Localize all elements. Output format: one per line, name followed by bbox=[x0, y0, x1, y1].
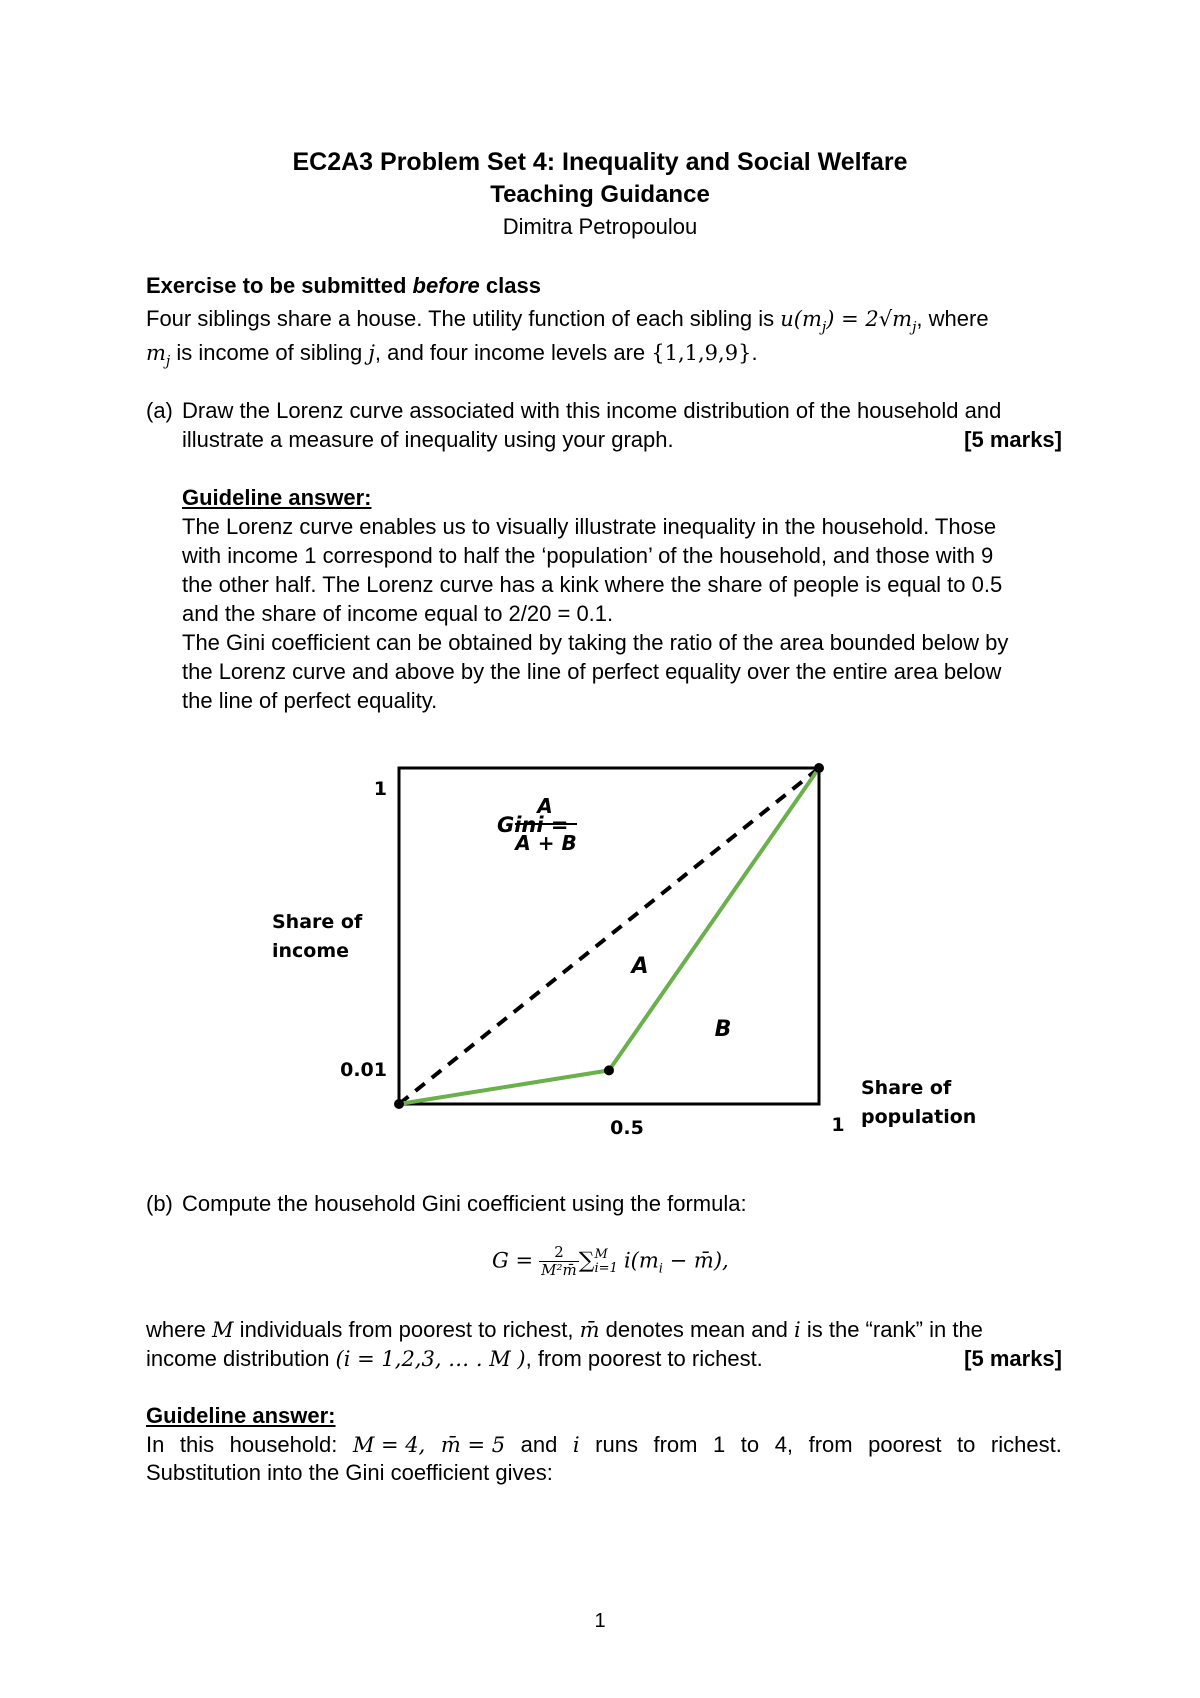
lorenz-point bbox=[604, 1065, 614, 1075]
part-b-answer-line-2: Substitution into the Gini coefficient gives: bbox=[146, 1460, 553, 1485]
area-label-a: A bbox=[631, 954, 649, 979]
x-tick-label: 1 bbox=[831, 1114, 845, 1136]
part-b-question-line-1: (b) Compute the household Gini coefficient using the formula: bbox=[146, 1191, 747, 1216]
lorenz-point bbox=[394, 1099, 404, 1109]
part-a-guideline-heading: Guideline answer: bbox=[182, 485, 372, 510]
part-b-guideline-heading: Guideline answer: bbox=[146, 1403, 336, 1428]
gini-formula: G = $\frac{2}{\text{M²m̄}}$ ∑ M i=1 $i(m_i$ − m̄), bbox=[492, 1243, 729, 1279]
gini-formula-lhs: Gini = bbox=[497, 813, 569, 837]
gini-formula-numerator: A bbox=[537, 794, 553, 818]
x-tick-label: 0.5 bbox=[610, 1117, 644, 1139]
gini-formula-denominator: A + B bbox=[515, 831, 577, 855]
part-a-question-line-1: (a) Draw the Lorenz curve associated with this income distribution of the household and bbox=[146, 398, 1002, 423]
document-subtitle: Teaching Guidance bbox=[490, 181, 710, 208]
part-a-answer-line: with income 1 correspond to half the ‘population’ of the household, and those with 9 bbox=[182, 543, 994, 568]
equality-line bbox=[399, 768, 819, 1104]
lorenz-curve-line bbox=[399, 768, 819, 1104]
part-a-answer-line: The Lorenz curve enables us to visually illustrate inequality in the household. Those bbox=[182, 514, 997, 539]
y-tick-label: 1 bbox=[373, 778, 387, 800]
document-title: EC2A3 Problem Set 4: Inequality and Social Welfare bbox=[292, 148, 908, 176]
part-a-answer-line: the line of perfect equality. bbox=[182, 688, 438, 713]
page-number: 1 bbox=[594, 1610, 606, 1632]
part-b-marks: [5 marks] bbox=[964, 1346, 1062, 1371]
exercise-heading: Exercise to be submitted before class bbox=[146, 273, 541, 298]
exercise-intro-line-2: $m_j$ is income of sibling j, and four income levels are {1,1,9,9}. bbox=[146, 340, 758, 370]
y-axis-label-line-2: income bbox=[272, 940, 350, 962]
y-axis-label-line-1: Share of bbox=[272, 911, 363, 933]
part-b-where-line-1: where M individuals from poorest to richest, m̄ denotes mean and i is the “rank” in the bbox=[146, 1317, 983, 1342]
part-a-answer-line: The Gini coefficient can be obtained by taking the ratio of the area bounded below by bbox=[182, 630, 1009, 655]
lorenz-curve-chart bbox=[0, 740, 1200, 1150]
part-a-label: (a) bbox=[146, 398, 173, 423]
exercise-intro-line-1: Four siblings share a house. The utility function of each sibling is $u(m_j) = 2√m_j$, where bbox=[146, 306, 989, 336]
part-a-answer-line: and the share of income equal to 2/20 = 0.1. bbox=[182, 601, 614, 626]
document-author: Dimitra Petropoulou bbox=[502, 214, 698, 239]
x-axis-label-line-2: population bbox=[861, 1106, 977, 1128]
part-b-answer-line-1: In this household: M = 4, m̄ = 5 and i runs from 1 to 4, from poorest to richest. bbox=[146, 1432, 1062, 1457]
part-a-marks: [5 marks] bbox=[964, 427, 1062, 452]
chart-frame bbox=[399, 768, 819, 1104]
part-b-where-line-2: income distribution (i = 1,2,3, … . M ), from poorest to richest. [5 marks] bbox=[146, 1346, 1062, 1371]
part-a-question-line-2: illustrate a measure of inequality using your graph. [5 marks] bbox=[182, 427, 1062, 452]
lorenz-point bbox=[814, 763, 824, 773]
area-label-b: B bbox=[714, 1017, 732, 1042]
part-b-label: (b) bbox=[146, 1191, 173, 1216]
part-a-answer-line: the Lorenz curve and above by the line of perfect equality over the entire area below bbox=[182, 659, 1002, 684]
part-a-answer-line: the other half. The Lorenz curve has a kink where the share of people is equal to 0.5 bbox=[182, 572, 1003, 597]
y-tick-label: 0.01 bbox=[340, 1059, 387, 1081]
x-axis-label-line-1: Share of bbox=[861, 1077, 952, 1099]
